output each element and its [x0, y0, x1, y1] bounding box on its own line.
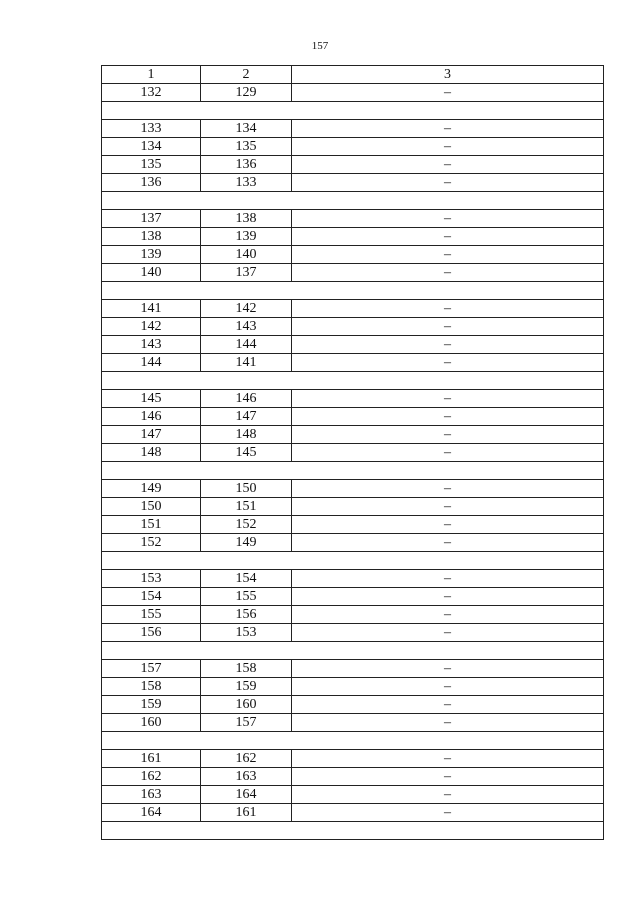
table-cell-col2: 137: [201, 264, 292, 282]
table-row: [102, 408, 604, 426]
table-row: [102, 264, 604, 282]
table-cell-col3: –: [292, 750, 604, 768]
table-cell-col1: 149: [102, 480, 201, 498]
table-row: [102, 156, 604, 174]
table-row: [102, 570, 604, 588]
table-cell-col1: 152: [102, 534, 201, 552]
data-table: [101, 65, 604, 840]
table-cell-col3: –: [292, 354, 604, 372]
table-cell-col2: 147: [201, 408, 292, 426]
separator-row: [102, 372, 604, 390]
table-row: [102, 426, 604, 444]
table-cell-col1: 141: [102, 300, 201, 318]
table-row: [102, 696, 604, 714]
separator-cell: [102, 462, 604, 480]
table-cell-col1: 150: [102, 498, 201, 516]
table-cell-col3: –: [292, 606, 604, 624]
table-body: [102, 84, 604, 840]
data-table-container: [101, 65, 603, 840]
table-cell-col2: 150: [201, 480, 292, 498]
table-cell-col1: 138: [102, 228, 201, 246]
table-cell-col3: –: [292, 804, 604, 822]
separator-row: [102, 822, 604, 840]
table-cell-col1: 142: [102, 318, 201, 336]
table-cell-col2: 141: [201, 354, 292, 372]
separator-cell: [102, 732, 604, 750]
table-cell-col1: 160: [102, 714, 201, 732]
table-cell-col3: –: [292, 264, 604, 282]
column-header-1: 1: [102, 66, 201, 84]
table-cell-col3: –: [292, 84, 604, 102]
table-row: [102, 138, 604, 156]
table-cell-col3: –: [292, 534, 604, 552]
table-cell-col1: 148: [102, 444, 201, 462]
table-row: [102, 714, 604, 732]
table-cell-col2: 142: [201, 300, 292, 318]
table-cell-col2: 153: [201, 624, 292, 642]
table-cell-col3: –: [292, 156, 604, 174]
separator-row: [102, 462, 604, 480]
table-row: [102, 444, 604, 462]
table-cell-col2: 140: [201, 246, 292, 264]
table-cell-col2: 149: [201, 534, 292, 552]
table-cell-col1: 155: [102, 606, 201, 624]
table-cell-col3: –: [292, 336, 604, 354]
table-cell-col3: –: [292, 624, 604, 642]
table-cell-col1: 162: [102, 768, 201, 786]
table-row: [102, 498, 604, 516]
table-cell-col1: 137: [102, 210, 201, 228]
table-cell-col3: –: [292, 498, 604, 516]
table-cell-col3: –: [292, 768, 604, 786]
table-cell-col1: 140: [102, 264, 201, 282]
table-cell-col1: 145: [102, 390, 201, 408]
table-row: [102, 480, 604, 498]
separator-row: [102, 192, 604, 210]
table-row: [102, 300, 604, 318]
table-cell-col1: 157: [102, 660, 201, 678]
table-cell-col1: 136: [102, 174, 201, 192]
table-row: [102, 660, 604, 678]
table-cell-col3: –: [292, 390, 604, 408]
separator-cell: [102, 822, 604, 840]
separator-row: [102, 732, 604, 750]
table-cell-col1: 156: [102, 624, 201, 642]
table-cell-col2: 148: [201, 426, 292, 444]
table-cell-col3: –: [292, 588, 604, 606]
table-row: [102, 84, 604, 102]
separator-cell: [102, 552, 604, 570]
separator-row: [102, 102, 604, 120]
table-cell-col2: 144: [201, 336, 292, 354]
table-cell-col2: 138: [201, 210, 292, 228]
table-row: [102, 210, 604, 228]
table-cell-col2: 154: [201, 570, 292, 588]
separator-cell: [102, 372, 604, 390]
table-cell-col3: –: [292, 426, 604, 444]
table-cell-col3: –: [292, 786, 604, 804]
table-cell-col2: 139: [201, 228, 292, 246]
table-cell-col3: –: [292, 714, 604, 732]
table-row: [102, 588, 604, 606]
separator-cell: [102, 102, 604, 120]
table-cell-col3: –: [292, 408, 604, 426]
table-cell-col2: 152: [201, 516, 292, 534]
table-cell-col3: –: [292, 696, 604, 714]
table-cell-col2: 159: [201, 678, 292, 696]
table-cell-col1: 139: [102, 246, 201, 264]
table-cell-col1: 159: [102, 696, 201, 714]
table-cell-col2: 163: [201, 768, 292, 786]
table-cell-col2: 162: [201, 750, 292, 768]
table-row: [102, 804, 604, 822]
table-cell-col1: 161: [102, 750, 201, 768]
table-cell-col1: 135: [102, 156, 201, 174]
table-cell-col2: 136: [201, 156, 292, 174]
separator-row: [102, 552, 604, 570]
table-cell-col2: 143: [201, 318, 292, 336]
column-header-3: 3: [292, 66, 604, 84]
table-row: [102, 336, 604, 354]
table-row: [102, 318, 604, 336]
table-cell-col1: 163: [102, 786, 201, 804]
table-row: [102, 516, 604, 534]
separator-row: [102, 642, 604, 660]
table-cell-col2: 164: [201, 786, 292, 804]
separator-cell: [102, 642, 604, 660]
table-cell-col2: 146: [201, 390, 292, 408]
table-cell-col3: –: [292, 444, 604, 462]
header-row: [102, 66, 604, 84]
table-cell-col3: –: [292, 174, 604, 192]
table-cell-col3: –: [292, 210, 604, 228]
table-cell-col1: 151: [102, 516, 201, 534]
table-cell-col1: 143: [102, 336, 201, 354]
table-row: [102, 606, 604, 624]
table-cell-col3: –: [292, 318, 604, 336]
table-cell-col2: 155: [201, 588, 292, 606]
table-cell-col2: 133: [201, 174, 292, 192]
table-row: [102, 534, 604, 552]
table-cell-col2: 129: [201, 84, 292, 102]
table-cell-col2: 157: [201, 714, 292, 732]
table-cell-col3: –: [292, 120, 604, 138]
table-row: [102, 390, 604, 408]
table-cell-col1: 133: [102, 120, 201, 138]
table-cell-col2: 151: [201, 498, 292, 516]
table-cell-col3: –: [292, 480, 604, 498]
table-row: [102, 624, 604, 642]
table-row: [102, 678, 604, 696]
table-cell-col2: 156: [201, 606, 292, 624]
column-header-2: 2: [201, 66, 292, 84]
table-cell-col3: –: [292, 246, 604, 264]
table-cell-col2: 135: [201, 138, 292, 156]
table-cell-col3: –: [292, 660, 604, 678]
table-row: [102, 768, 604, 786]
table-row: [102, 354, 604, 372]
table-cell-col1: 134: [102, 138, 201, 156]
table-row: [102, 786, 604, 804]
table-cell-col1: 132: [102, 84, 201, 102]
separator-cell: [102, 192, 604, 210]
table-cell-col1: 146: [102, 408, 201, 426]
table-cell-col2: 161: [201, 804, 292, 822]
table-header: [102, 66, 604, 84]
table-cell-col3: –: [292, 300, 604, 318]
table-cell-col2: 158: [201, 660, 292, 678]
table-cell-col3: –: [292, 678, 604, 696]
table-cell-col1: 164: [102, 804, 201, 822]
table-cell-col1: 153: [102, 570, 201, 588]
table-cell-col2: 160: [201, 696, 292, 714]
table-cell-col3: –: [292, 570, 604, 588]
table-row: [102, 120, 604, 138]
table-row: [102, 228, 604, 246]
separator-cell: [102, 282, 604, 300]
table-row: [102, 174, 604, 192]
table-cell-col3: –: [292, 228, 604, 246]
table-cell-col3: –: [292, 138, 604, 156]
table-cell-col2: 134: [201, 120, 292, 138]
separator-row: [102, 282, 604, 300]
page-number: 157: [311, 40, 329, 52]
table-row: [102, 750, 604, 768]
table-cell-col1: 144: [102, 354, 201, 372]
table-cell-col1: 158: [102, 678, 201, 696]
table-cell-col3: –: [292, 516, 604, 534]
table-cell-col2: 145: [201, 444, 292, 462]
table-cell-col1: 147: [102, 426, 201, 444]
table-row: [102, 246, 604, 264]
table-cell-col1: 154: [102, 588, 201, 606]
